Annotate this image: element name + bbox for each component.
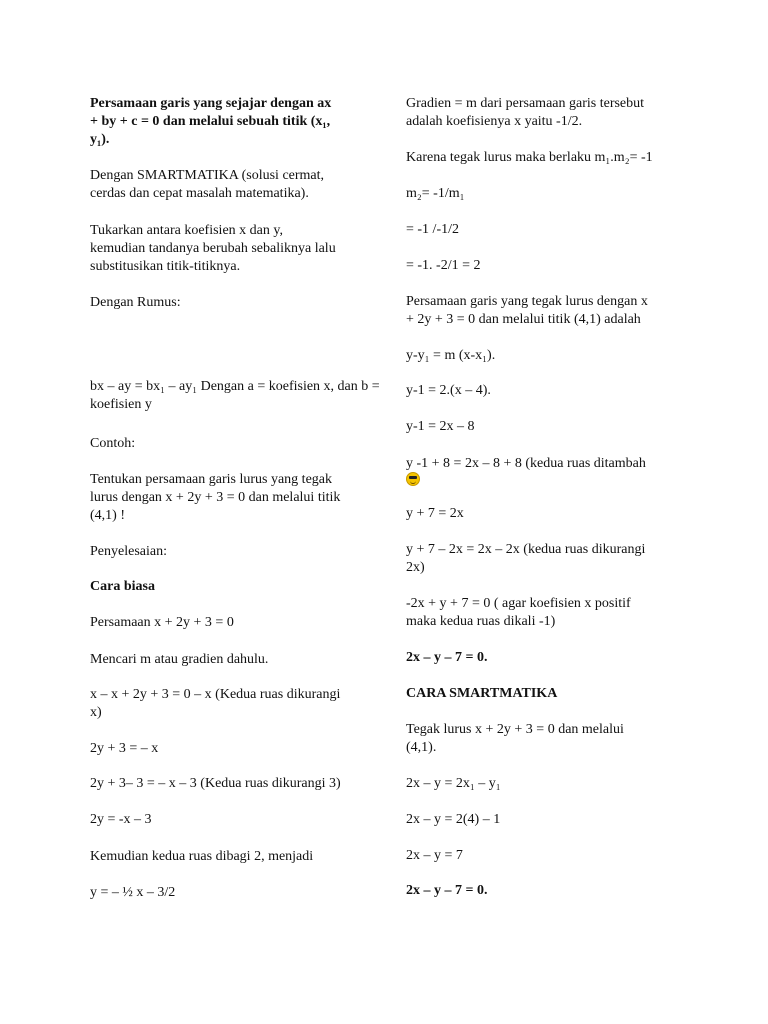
heading-line-3: y₁). — [90, 132, 110, 147]
step-3: 2y + 3– 3 = – x – 3 (Kedua ruas dikurangi 3) — [90, 776, 341, 791]
perpendicular-equation-line-1: Persamaan garis yang tegak lurus dengan x — [406, 294, 648, 309]
gradient-line-2: adalah koefisienya x yaitu -1/2. — [406, 114, 583, 129]
smartmatika-intro-line-2: cerdas dan cepat masalah matematika). — [90, 186, 309, 201]
perpendicular-equation-line-2: + 2y + 3 = 0 dan melalui titik (4,1) adalah — [406, 312, 641, 327]
derivation-5: y + 7 = 2x — [406, 506, 464, 521]
problem-line-2: lurus dengan x + 2y + 3 = 0 dan melalui titik — [90, 490, 341, 505]
problem-line-1: Tentukan persamaan garis lurus yang tegak — [90, 472, 332, 487]
formula-line-1: bx – ay = bx₁ – ay₁ Dengan a = koefisien x, dan b = — [90, 379, 380, 394]
derivation-4: y -1 + 8 = 2x – 8 + 8 (kedua ruas ditambah — [406, 456, 646, 471]
find-gradient-line: Mencari m atau gradien dahulu. — [90, 652, 269, 667]
formula-line-2: koefisien y — [90, 397, 152, 412]
smart-problem-line-2: (4,1). — [406, 740, 437, 755]
smart-step-3: 2x – y = 7 — [406, 848, 463, 863]
step-5: Kemudian kedua ruas dibagi 2, menjadi — [90, 849, 314, 864]
solution-heading: Penyelesaian: — [90, 544, 167, 559]
example-heading: Contoh: — [90, 436, 136, 451]
derivation-6-line-2: 2x) — [406, 560, 425, 575]
result-smart: 2x – y – 7 = 0. — [406, 883, 488, 898]
gradient-line-1: Gradien = m dari persamaan garis tersebut — [406, 96, 645, 111]
step-4: 2y = -x – 3 — [90, 812, 152, 827]
smiley-icon — [406, 472, 420, 490]
m2-formula: m₂= -1/m₁ — [406, 186, 465, 201]
m2-calc-1: = -1 /-1/2 — [406, 222, 459, 237]
heading-line-2: + by + c = 0 dan melalui sebuah titik (x₁, — [90, 114, 331, 129]
formula-heading: Dengan Rumus: — [90, 295, 181, 310]
rule-line-2: kemudian tandanya berubah sebaliknya lalu — [90, 241, 336, 256]
derivation-7-line-1: -2x + y + 7 = 0 ( agar koefisien x positif — [406, 596, 631, 611]
step-2: 2y + 3 = – x — [90, 741, 159, 756]
derivation-6-line-1: y + 7 – 2x = 2x – 2x (kedua ruas dikurangi — [406, 542, 646, 557]
problem-line-3: (4,1) ! — [90, 508, 125, 523]
m2-calc-2: = -1. -2/1 = 2 — [406, 258, 481, 273]
smart-step-1: 2x – y = 2x₁ – y₁ — [406, 776, 501, 791]
smart-problem-line-1: Tegak lurus x + 2y + 3 = 0 dan melalui — [406, 722, 624, 737]
derivation-2: y-1 = 2.(x – 4). — [406, 383, 491, 398]
derivation-7-line-2: maka kedua ruas dikali -1) — [406, 614, 556, 629]
result-normal: 2x – y – 7 = 0. — [406, 650, 488, 665]
step-6: y = – ½ x – 3/2 — [90, 885, 176, 900]
step-1-line-2: x) — [90, 705, 102, 720]
perpendicular-rule: Karena tegak lurus maka berlaku m₁.m₂= -1 — [406, 150, 653, 165]
derivation-3: y-1 = 2x – 8 — [406, 419, 475, 434]
smart-step-2: 2x – y = 2(4) – 1 — [406, 812, 501, 827]
equation-line: Persamaan x + 2y + 3 = 0 — [90, 615, 234, 630]
method-normal-heading: Cara biasa — [90, 579, 155, 594]
method-smart-heading: CARA SMARTMATIKA — [406, 686, 558, 701]
heading-line-1: Persamaan garis yang sejajar dengan ax — [90, 96, 332, 111]
rule-line-1: Tukarkan antara koefisien x dan y, — [90, 223, 283, 238]
derivation-1: y-y₁ = m (x-x₁). — [406, 348, 496, 363]
step-1-line-1: x – x + 2y + 3 = 0 – x (Kedua ruas dikurangi — [90, 687, 341, 702]
rule-line-3: substitusikan titik-titiknya. — [90, 259, 241, 274]
smartmatika-intro-line-1: Dengan SMARTMATIKA (solusi cermat, — [90, 168, 325, 183]
